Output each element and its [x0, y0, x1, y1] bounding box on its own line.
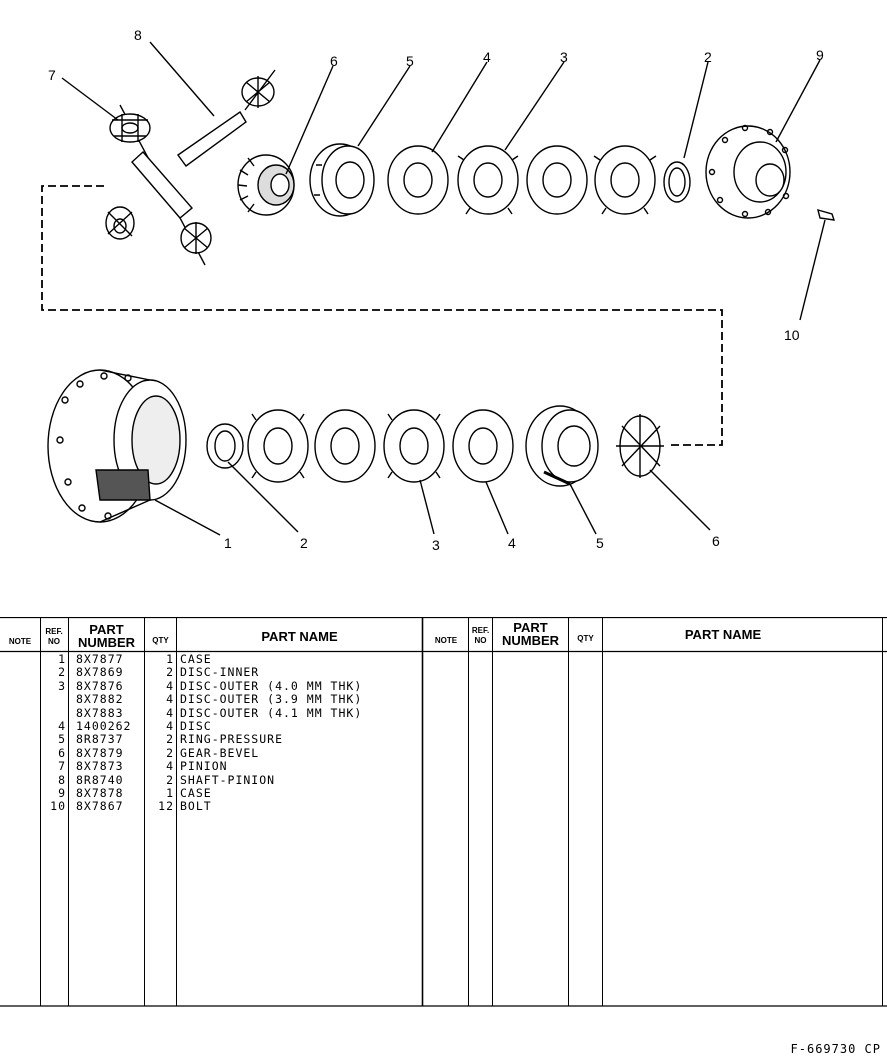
row-qty: 4 [166, 759, 174, 774]
callout-7: 7 [48, 67, 56, 83]
row-ref: 8 [58, 772, 66, 787]
row-ref: 2 [58, 665, 66, 680]
disc-top-4a [388, 146, 448, 214]
header-note: NOTE [8, 637, 32, 646]
disc-outer-top-3a [458, 146, 518, 214]
bolt [800, 210, 834, 320]
pressure-ring-bottom [526, 406, 598, 486]
header-qty: QTY [152, 636, 169, 645]
header-qty-right: QTY [577, 634, 594, 643]
row-qty: 4 [166, 692, 174, 707]
row-ref: 6 [58, 745, 66, 760]
header-ref: REF. [45, 627, 63, 636]
row-part-number: 1400262 [76, 719, 132, 733]
row-ref: 3 [58, 678, 66, 693]
row-part-number: 8R8737 [76, 732, 124, 747]
disc-inner-bottom [207, 424, 243, 468]
row-name: BOLT [180, 799, 212, 814]
row-qty: 2 [166, 665, 174, 680]
callout-5-bottom: 5 [596, 535, 604, 551]
callout-6-bottom: 6 [712, 533, 720, 549]
row-part-number: 8R8740 [76, 772, 124, 787]
row-ref: 4 [58, 719, 66, 733]
header-part: PART [89, 622, 124, 637]
case-bottom [48, 370, 186, 522]
row-part-number: 8X7878 [76, 786, 124, 800]
row-name: DISC [180, 719, 212, 733]
callout-10: 10 [784, 327, 800, 343]
row-qty: 12 [158, 799, 174, 814]
row-name: RING-PRESSURE [180, 732, 284, 747]
row-ref: 9 [58, 786, 66, 800]
row-part-number: 8X7867 [76, 799, 124, 814]
disc-outer-bottom-3b [384, 410, 444, 482]
row-ref: 10 [50, 799, 66, 814]
callout-4-top: 4 [483, 49, 491, 65]
callout-6-top: 6 [330, 53, 338, 69]
header-no: NO [48, 637, 60, 646]
row-qty: 1 [166, 652, 174, 666]
row-ref: 1 [58, 652, 66, 666]
callout-3-top: 3 [560, 49, 568, 65]
row-name: CASE [180, 652, 212, 666]
row-part-number: 8X7883 [76, 705, 124, 720]
row-qty: 4 [166, 719, 174, 733]
row-name: CASE [180, 786, 212, 800]
disc-outer-bottom-3a [248, 410, 308, 482]
parts-table [0, 617, 887, 1007]
row-qty: 4 [166, 705, 174, 720]
header-note-right: NOTE [434, 636, 458, 645]
row-name: PINION [180, 759, 228, 774]
row-ref: 5 [58, 732, 66, 747]
row-name: SHAFT-PINION [180, 772, 276, 787]
disc-bottom-4a [315, 410, 375, 482]
row-name: DISC-OUTER (4.1 MM THK) [180, 705, 363, 720]
row-qty: 2 [166, 745, 174, 760]
bevel-gear-bottom [616, 414, 664, 478]
row-name: DISC-OUTER (4.0 MM THK) [180, 678, 363, 693]
callout-8: 8 [134, 27, 142, 43]
header-part-name: PART NAME [261, 629, 338, 644]
callout-5-top: 5 [406, 53, 414, 69]
row-part-number: 8X7873 [76, 759, 124, 774]
callout-2-top: 2 [704, 49, 712, 65]
callout-4-bottom: 4 [508, 535, 516, 551]
row-qty: 2 [166, 732, 174, 747]
row-ref: 7 [58, 759, 66, 774]
header-number: NUMBER [77, 635, 136, 650]
header-no-right: NO [474, 636, 487, 645]
row-part-number: 8X7877 [76, 652, 124, 666]
callout-2-bottom: 2 [300, 535, 308, 551]
disc-top-4b [527, 146, 587, 214]
callout-9: 9 [816, 47, 824, 63]
drawing-code: F-669730 CP [790, 1042, 881, 1056]
row-part-number: 8X7869 [76, 665, 124, 680]
row-part-number: 8X7876 [76, 678, 124, 693]
row-qty: 2 [166, 772, 174, 787]
header-part-name-right: PART NAME [684, 627, 762, 642]
disc-bottom-4b [453, 410, 513, 482]
row-qty: 4 [166, 678, 174, 693]
bevel-gear-top [238, 155, 294, 215]
disc-inner-top [664, 162, 690, 202]
disc-outer-top-3b [594, 146, 656, 214]
row-part-number: 8X7882 [76, 692, 124, 707]
header-ref-right: REF. [471, 626, 490, 635]
row-name: DISC-INNER [180, 665, 260, 680]
row-name: GEAR-BEVEL [180, 745, 260, 760]
header-number-right: NUMBER [501, 633, 560, 648]
row-name: DISC-OUTER (3.9 MM THK) [180, 692, 363, 707]
callout-3-bottom: 3 [432, 537, 440, 553]
row-qty: 1 [166, 786, 174, 800]
row-part-number: 8X7879 [76, 745, 124, 760]
pressure-ring-top [310, 144, 374, 216]
callout-1: 1 [224, 535, 232, 551]
header-part-right: PART [513, 620, 548, 635]
